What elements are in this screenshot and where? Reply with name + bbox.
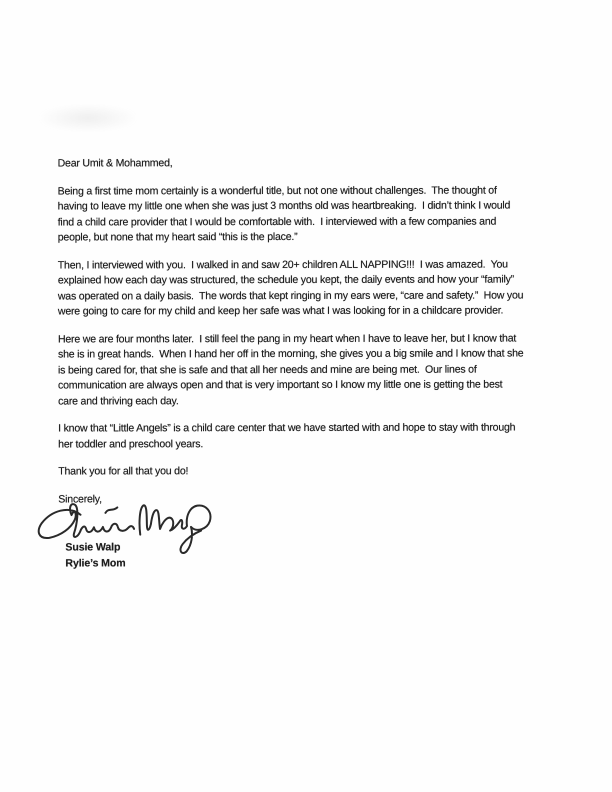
letter-line: were going to care for my child and keep her safe was what I was looking for in a childcare provider. — [57, 304, 504, 318]
paragraph-2 — [58, 257, 524, 320]
scan-smudge-artifact — [38, 104, 138, 132]
letter-line: Being a first time mom certainly is a wonderful title, but not one without challenges. The thought of — [57, 184, 497, 197]
paragraph-1 — [58, 183, 524, 246]
letter-line: I know that “Little Angels” is a child care center that we have started with and hope to stay with through — [58, 421, 516, 435]
signed-name: Susie Walp — [65, 541, 121, 554]
salutation: Dear Umit & Mohammed, — [57, 157, 173, 170]
letter-line: care and thriving each day. — [58, 394, 179, 407]
closing-word: Sincerely, — [58, 492, 102, 505]
signature-stroke-walp — [139, 503, 212, 555]
letter-line: people, but none that my heart said “this is the place.” — [57, 230, 298, 244]
letter-line: having to leave my little one when she was just 3 months old was heartbreaking. I didn’t think I would — [57, 199, 511, 213]
paragraph-4 — [58, 421, 524, 453]
handwritten-signature — [27, 492, 234, 563]
signature-stroke-i-mark — [105, 507, 117, 512]
letter-line: Here we are four months later. I still feel the pang in my heart when I have to leave her, but I know that — [57, 332, 517, 345]
letter-line: explained how each day was structured, the schedule you kept, the daily events and how your “family” — [57, 273, 515, 287]
letter-line: find a child care provider that I would be comfortable with. I interviewed with a few companies and — [57, 215, 497, 228]
signature-stroke-susie — [38, 502, 134, 538]
letter-line: was operated on a daily basis. The words that kept ringing in my ears were, “care and safety.” How you — [57, 289, 524, 302]
thanks-line: Thank you for all that you do! — [58, 465, 189, 478]
letter-line: is being cared for, that she is safe and that all her needs and mine are being met. Our lines of — [58, 363, 477, 376]
letter-line: Then, I interviewed with you. I walked in and saw 20+ children ALL NAPPING!!! I was amazed. You — [57, 258, 508, 271]
letter-line: communication are always open and that is very important so I know my little one is getting the best — [58, 378, 503, 392]
letter-line: she is in great hands. When I hand her off in the morning, she gives you a big smile and I know that she — [57, 347, 524, 361]
paragraph-3 — [58, 331, 524, 409]
letter-line: her toddler and preschool years. — [58, 437, 204, 450]
signed-role: Rylie’s Mom — [65, 556, 126, 569]
